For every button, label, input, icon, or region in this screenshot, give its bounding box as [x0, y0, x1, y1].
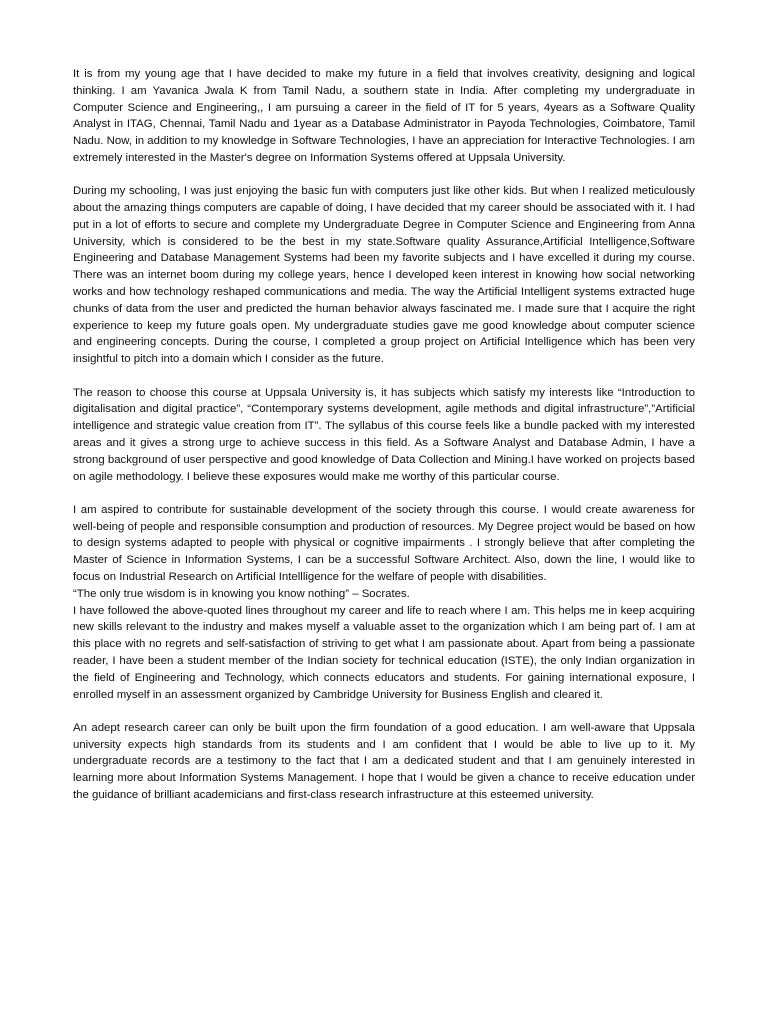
- course-choice-paragraph: The reason to choose this course at Uppsala University is, it has subjects which satisfy my interests like “Introduction to digitalisation and digital practice”, “Contemporary systems development, agile methods and digital infrastructure”,”Artificial intelligence and strategic value creation from IT”. The syllabus of this course feels like a bundle packed with my interested areas and it gives a strong urge to achieve success in this field. As a Software Analyst and Database Admin, I have a strong background of user perspective and good knowledge of Data Collection and Mining.I have worked on projects based on agile methodology. I believe these exposures would make me worthy of this particular course.: [73, 386, 695, 483]
- aspiration-paragraph: I am aspired to contribute for sustainable development of the society through this course. I would create awareness for well-being of people and responsible consumption and production of resources. My Degree project would be based on how to design systems adapted to people with physical or cognitive impairments . I strongly believe that after completing the Master of Science in Information Systems, I can be a successful Software Architect. Also, down the line, I would like to focus on Industrial Research on Artificial Intellligence for the welfare of people with disabilities.: [73, 503, 695, 584]
- closing-paragraph: An adept research career can only be built upon the firm foundation of a good education. I am well-aware that Uppsala university expects high standards from its students and I am confident that I would be able to live up to it. My undergraduate records are a testimony to the fact that I am a dedicated student and that I am genuinely interested in learning more about Information Systems Management. I hope that I would be given a chance to receive education under the guidance of brilliant academicians and first-class research infrastructure at this esteemed university.: [73, 721, 695, 802]
- experience-paragraph: I have followed the above-quoted lines throughout my career and life to reach where I am. This helps me in keep acquiring new skills relevant to the industry and makes myself a valuable asset to the organization which I am being part of. I am at this place with no regrets and self-satisfaction of striving to get what I am passionate about. Apart from being a passionate reader, I have been a student member of the Indian society for technical education (ISTE), the only Indian organization in the field of Engineering and Technology, which connects educators and students. For gaining international exposure, I enrolled myself in an assessment organized by Cambridge University for Business English and cleared it.: [73, 604, 695, 701]
- socrates-quote: “The only true wisdom is in knowing you know nothing” – Socrates.: [73, 587, 410, 600]
- intro-paragraph: It is from my young age that I have decided to make my future in a field that involves creativity, designing and logical thinking. I am Yavanica Jwala K from Tamil Nadu, a southern state in India. After completing my undergraduate in Computer Science and Engineering,, I am pursuing a career in the field of IT for 5 years, 4years as a Software Quality Analyst in ITAG, Chennai, Tamil Nadu and 1year as a Database Administrator in Payoda Technologies, Coimbatore, Tamil Nadu. Now, in addition to my knowledge in Software Technologies, I have an appreciation for Interactive Technologies. I am extremely interested in the Master's degree on Information Systems offered at Uppsala University.: [73, 68, 695, 164]
- document-page: [73, 66, 695, 820]
- schooling-paragraph: During my schooling, I was just enjoying the basic fun with computers just like other kids. But when I realized meticulously about the amazing things computers are capable of doing, I have decided that my career should be associated with it. I had put in a lot of efforts to secure and complete my Undergraduate Degree in Computer Science and Engineering from Anna University, which is considered to be the best in my state.Software quality Assurance,Artificial Intelligence,Software Engineering and Database Management Systems had been my favorite subjects and I have excelled it during my course. There was an internet boom during my college years, hence I developed keen interest in knowing how social networking works and how technology reshaped communications and media. The way the Artificial Intelligent systems extracted huge chunks of data from the user and predicted the human behavior always fascinated me. I made sure that I acquire the right experience to keep my future goals open. My undergraduate studies gave me good knowledge about computer science and engineering concepts. During the course, I completed a group project on Artificial Intelligence which has been very insightful to pitch into a domain which I consider as the future.: [73, 185, 695, 366]
